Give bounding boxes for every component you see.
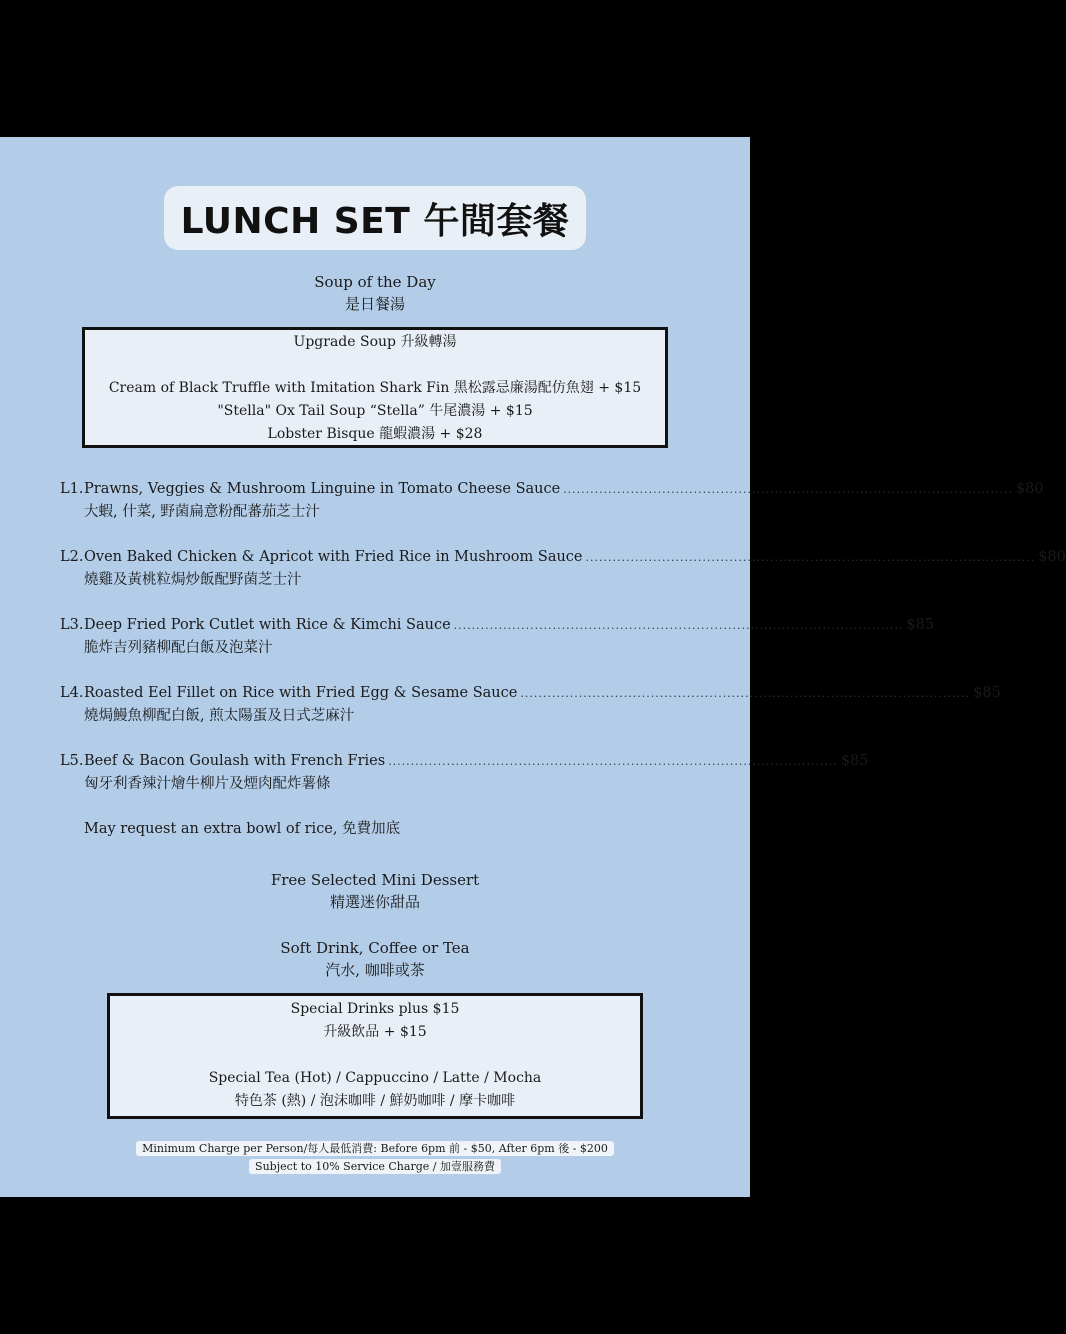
drink-en: Soft Drink, Coffee or Tea <box>280 939 470 957</box>
soup-of-day-zh: 是日餐湯 <box>344 295 405 313</box>
soup-of-day <box>0 271 750 315</box>
service-charge-text: Subject to 10% Service Charge / 加壹服務費 <box>249 1159 501 1174</box>
drink-zh: 汽水, 咖啡或茶 <box>325 961 425 979</box>
special-drinks-list-en: Special Tea (Hot) / Cappuccino / Latte / Mocha <box>208 1070 542 1086</box>
item-price: $85 <box>973 685 1001 701</box>
item-name-zh: 大蝦, 什菜, 野菌扁意粉配蕃茄芝士汁 <box>84 504 320 520</box>
dessert-zh: 精選迷你甜品 <box>329 893 420 911</box>
item-name-zh: 燒焗鰻魚柳配白飯, 煎太陽蛋及日式芝麻汁 <box>84 708 355 724</box>
drink-section <box>0 937 750 981</box>
menu-page <box>0 137 1066 1197</box>
dot-leader: .................................................................................................... <box>563 483 1013 496</box>
dot-leader: .................................................................................................... <box>585 551 1036 564</box>
item-name: Oven Baked Chicken & Apricot with Fried Rice in Mushroom Sauce <box>84 549 583 565</box>
item-price: $80 <box>1038 549 1066 565</box>
special-drinks-list-zh: 特色茶 (熱) / 泡沫咖啡 / 鮮奶咖啡 / 摩卡咖啡 <box>234 1093 516 1109</box>
item-price: $80 <box>1015 481 1044 497</box>
special-drinks-heading-en: Special Drinks plus $15 <box>290 1001 460 1017</box>
minimum-charge-text: Minimum Charge per Person/每人最低消費: Before 6pm 前 - $50, After 6pm 後 - $200 <box>136 1141 614 1156</box>
upgrade-soup-box <box>82 327 668 448</box>
item-name: Beef & Bacon Goulash with French Fries <box>84 753 386 769</box>
special-drinks-box <box>107 993 643 1119</box>
menu-item-l3 <box>60 614 935 659</box>
item-name-zh: 脆炸吉列豬柳配白飯及泡菜汁 <box>84 640 273 656</box>
upgrade-soup-heading: Upgrade Soup 升級轉湯 <box>293 334 457 350</box>
item-price: $85 <box>906 617 935 633</box>
upgrade-option: "Stella" Ox Tail Soup “Stella” 牛尾濃湯 + $15 <box>217 403 533 419</box>
dot-leader: .................................................................................................... <box>453 619 904 632</box>
item-price: $85 <box>840 753 869 769</box>
rice-note: May request an extra bowl of rice, 免費加底 <box>84 821 401 837</box>
service-charge-note <box>0 1158 750 1175</box>
upgrade-option: Lobster Bisque 龍蝦濃湯 + $28 <box>267 426 483 442</box>
menu-title: LUNCH SET 午間套餐 <box>164 186 586 250</box>
menu-item-l2 <box>60 546 1066 591</box>
item-name: Deep Fried Pork Cutlet with Rice & Kimchi Sauce <box>84 617 451 633</box>
dessert-section <box>0 869 750 913</box>
item-name-zh: 匈牙利香辣汁燴牛柳片及煙肉配炸薯條 <box>84 776 331 792</box>
menu-item-l5 <box>60 750 869 795</box>
menu-item-l4 <box>60 682 1001 727</box>
dot-leader: .................................................................................................... <box>520 687 971 700</box>
item-code: L1. <box>60 481 84 497</box>
item-code: L5. <box>60 753 84 769</box>
special-drinks-heading-zh: 升級飲品 + $15 <box>323 1024 427 1040</box>
item-code: L4. <box>60 685 84 701</box>
minimum-charge-note <box>0 1140 750 1157</box>
item-code: L2. <box>60 549 84 565</box>
item-name: Prawns, Veggies & Mushroom Linguine in Tomato Cheese Sauce <box>84 481 561 497</box>
item-code: L3. <box>60 617 84 633</box>
item-name: Roasted Eel Fillet on Rice with Fried Egg & Sesame Sauce <box>84 685 518 701</box>
upgrade-option: Cream of Black Truffle with Imitation Shark Fin 黑松露忌廉湯配仿魚翅 + $15 <box>108 380 642 396</box>
soup-of-day-en: Soup of the Day <box>314 273 436 291</box>
menu-item-l1 <box>60 478 1044 523</box>
dessert-en: Free Selected Mini Dessert <box>270 871 480 889</box>
item-name-zh: 燒雞及黃桃粒焗炒飯配野菌芝士汁 <box>84 572 302 588</box>
dot-leader: .................................................................................................... <box>388 755 838 768</box>
